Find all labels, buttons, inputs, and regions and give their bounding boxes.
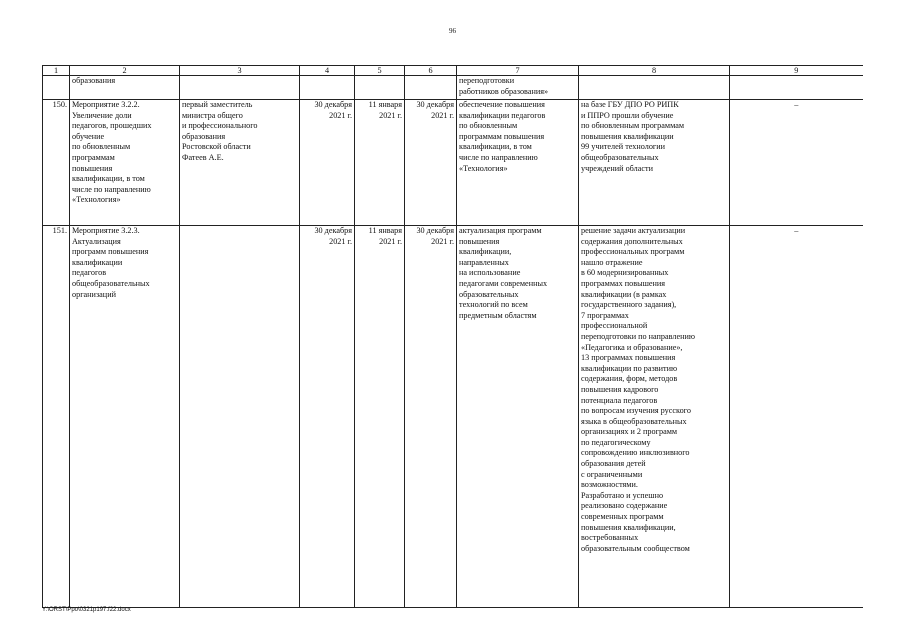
- cell-expected: актуализация программ повышения квалификации, направленных на использование педагогами современных образовательных технологий по всем предметным областям: [457, 226, 579, 608]
- cell: [579, 76, 730, 100]
- cell-activity: Мероприятие 3.2.2. Увеличение доли педагогов, прошедших обучение по обновленным программам повышения квалификации, в том числе по направлению «Технология»: [70, 100, 180, 226]
- file-path-footer: Y:\ORST\Ppo\0321p197.f22.docx: [42, 607, 131, 613]
- cell-date-plan: 30 декабря 2021 г.: [300, 226, 355, 608]
- cell-note: –: [730, 100, 863, 226]
- row-number: 150.: [43, 100, 70, 226]
- cell: [730, 76, 863, 100]
- column-header: 7: [457, 66, 579, 76]
- column-header: 2: [70, 66, 180, 76]
- cell-date-start: 11 января 2021 г.: [355, 226, 405, 608]
- cell-responsible: первый заместитель министра общего и профессионального образования Ростовской области Фатеев А.Е.: [180, 100, 300, 226]
- column-header: 6: [405, 66, 457, 76]
- continuation-row: [43, 76, 863, 100]
- column-header: 1: [43, 66, 70, 76]
- report-table: [42, 65, 863, 608]
- column-header: 4: [300, 66, 355, 76]
- cell-date-end: 30 декабря 2021 г.: [405, 100, 457, 226]
- column-number-row: [43, 66, 863, 76]
- column-header: 8: [579, 66, 730, 76]
- cell-date-plan: 30 декабря 2021 г.: [300, 100, 355, 226]
- row-number: 151.: [43, 226, 70, 608]
- cell-responsible: [180, 226, 300, 608]
- cell-date-end: 30 декабря 2021 г.: [405, 226, 457, 608]
- cell-activity: образования: [70, 76, 180, 100]
- cell-expected: переподготовки работников образования»: [457, 76, 579, 100]
- cell: [300, 76, 355, 100]
- cell: [180, 76, 300, 100]
- page-number: 96: [449, 27, 456, 35]
- cell-date-start: 11 января 2021 г.: [355, 100, 405, 226]
- column-header: 3: [180, 66, 300, 76]
- column-header: 5: [355, 66, 405, 76]
- cell-result: решение задачи актуализации содержания дополнительных профессиональных программ нашло отражение в 60 модернизированных программах повышения квалификации (в рамках государственного задания), 7 программах профессиональной переподготовки по направлению «Педагогика и образование», 13 программах повышения квалификации по развитию содержания, форм, методов повышения кадрового потенциала педагогов по вопросам изучения русского языка в общеобразовательных организациях и 2 программ по педагогическому сопровождению инклюзивного образования детей с ограниченными возможностями. Разработано и успешно реализовано содержание современных программ повышения квалификации, востребованных образовательным сообществом: [579, 226, 730, 608]
- cell: [405, 76, 457, 100]
- table-row: [43, 226, 863, 608]
- cell-expected: обеспечение повышения квалификации педагогов по обновленным программам повышения квалификации, в том числе по направлению «Технология»: [457, 100, 579, 226]
- table-row: [43, 100, 863, 226]
- column-header: 9: [730, 66, 863, 76]
- cell-activity: Мероприятие 3.2.3. Актуализация программ повышения квалификации педагогов общеобразовательных организаций: [70, 226, 180, 608]
- cell: [43, 76, 70, 100]
- cell: [355, 76, 405, 100]
- cell-result: на базе ГБУ ДПО РО РИПК и ППРО прошли обучение по обновленным программам повышения квалификации 99 учителей технологии общеобразовательных учреждений области: [579, 100, 730, 226]
- cell-note: –: [730, 226, 863, 608]
